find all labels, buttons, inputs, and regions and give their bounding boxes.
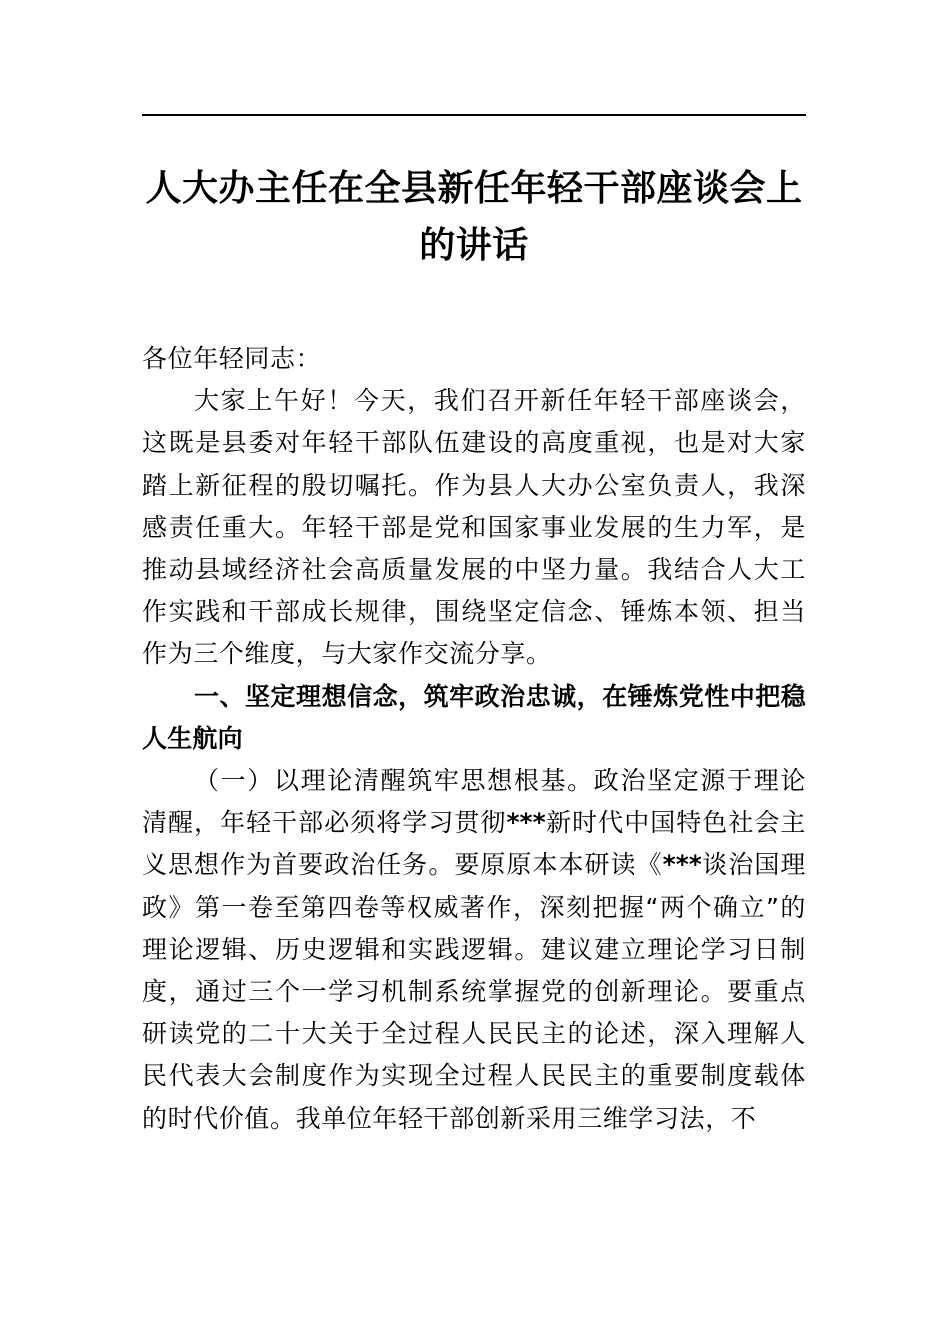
page-title-line-2: 的讲话 (419, 224, 529, 266)
paragraph-text-segment: 新时代中国特色社会主义思想作为首要政治任务。要原原本本研读《 (142, 808, 806, 880)
paragraph-opening: 大家上午好！今天，我们召开新任年轻干部座谈会，这既是县委对年轻干部队伍建设的高度重视，也是对大家踏上新征程的殷切嘱托。作为县人大办公室负责人，我深感责任重大。年轻干部是党和国家事业发展的生力军，是推动县域经济社会高质量发展的中坚力量。我结合人大工作实践和干部成长规律，围绕坚定信念、锤炼本领、担当作为三个维度，与大家作交流分享。 (142, 386, 806, 669)
header-rule (142, 114, 806, 116)
redacted-name-2: *** (662, 850, 702, 880)
paragraph-text-segment: （一）以理论清醒筑牢思想根基。政治坚定源于理论清醒，年轻干部必须将学习贯彻 (142, 766, 806, 838)
document-body (142, 338, 806, 1140)
paragraph-subsection-1 (142, 760, 806, 1140)
redacted-name-1: *** (506, 808, 546, 838)
page-title-line-1: 人大办主任在全县新任年轻干部座谈会上 (145, 167, 803, 209)
salutation: 各位年轻同志： (142, 344, 322, 373)
section-heading-1: 一、坚定理想信念，筑牢政治忠诚，在锤炼党性中把稳人生航向 (142, 682, 806, 753)
paragraph-text-segment: 谈治国理政》第一卷至第四卷等权威著作，深刻把握“两个确立”的理论逻辑、历史逻辑和实践逻辑。建议建立理论学习日制度，通过三个一学习机制系统掌握党的创新理论。要重点研读党的二十大关于全过程人民民主的论述，深入理解人民代表大会制度作为实现全过程人民民主的重要制度载体的时代价值。我单位年轻干部创新采用三维学习法，不 (142, 850, 806, 1133)
page-title (142, 160, 806, 274)
